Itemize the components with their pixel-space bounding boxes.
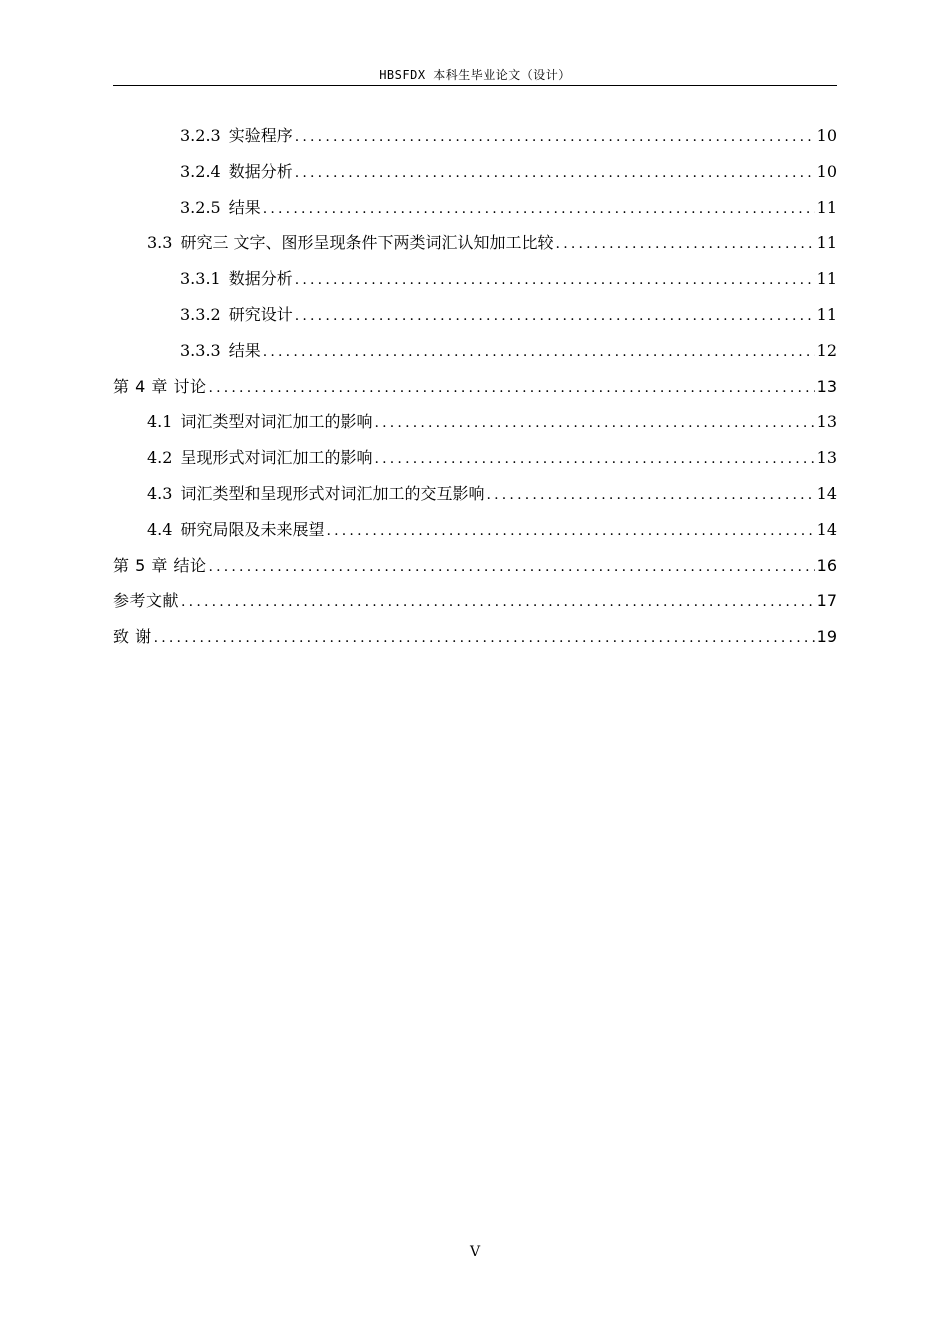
toc-entry-page: 14 [816, 519, 837, 539]
toc-dot-leader [295, 120, 815, 156]
toc-entry-page: 16 [816, 555, 837, 575]
toc-entry-title: 第 4 章 讨论 [113, 376, 207, 396]
toc-dot-leader [326, 514, 814, 550]
table-of-contents [113, 118, 837, 655]
toc-entry-page: 19 [816, 627, 837, 647]
toc-entry-title: 数据分析 [228, 269, 293, 289]
toc-entry-page: 10 [816, 161, 837, 181]
toc-entry-title: 词汇类型和呈现形式对词汇加工的交互影响 [180, 483, 485, 503]
toc-dot-leader [295, 156, 815, 192]
toc-entry[interactable] [113, 297, 837, 333]
toc-entry-page: 11 [816, 197, 837, 217]
toc-chapter-entry[interactable] [113, 583, 837, 619]
toc-entry-title: 数据分析 [228, 161, 293, 181]
toc-entry-title: 研究三 文字、图形呈现条件下两类词汇认知加工比较 [180, 233, 554, 253]
toc-dot-leader [374, 442, 814, 478]
toc-entry[interactable] [113, 190, 837, 226]
toc-entry[interactable] [113, 261, 837, 297]
toc-dot-leader [374, 406, 814, 442]
toc-entry-number: 4.3 [147, 483, 173, 503]
toc-dot-leader [295, 263, 815, 299]
toc-entry-page: 13 [816, 376, 837, 396]
toc-entry[interactable] [113, 225, 837, 261]
toc-chapter-entry[interactable] [113, 548, 837, 584]
page-number: V [469, 1244, 481, 1260]
toc-entry-number: 4.2 [147, 448, 173, 468]
toc-entry-page: 17 [816, 591, 837, 611]
toc-entry[interactable] [113, 512, 837, 548]
toc-entry-title: 研究局限及未来展望 [180, 519, 325, 539]
toc-entry-title: 结果 [228, 197, 261, 217]
header-title: HBSFDX 本科生毕业论文（设计） [379, 68, 571, 82]
toc-entry-title: 第 5 章 结论 [113, 555, 207, 575]
toc-dot-leader [208, 550, 814, 586]
toc-entry-title: 结果 [228, 340, 261, 360]
toc-entry-title: 参考文献 [113, 591, 180, 611]
toc-entry-page: 13 [816, 412, 837, 432]
toc-entry-number: 3.3 [147, 233, 173, 253]
toc-dot-leader [181, 585, 815, 621]
toc-entry-number: 3.3.3 [180, 340, 221, 360]
toc-entry[interactable] [113, 440, 837, 476]
toc-entry[interactable] [113, 333, 837, 369]
toc-entry-number: 3.2.5 [180, 197, 221, 217]
toc-dot-leader [208, 371, 814, 407]
toc-entry-title: 致 谢 [113, 627, 152, 647]
toc-entry[interactable] [113, 118, 837, 154]
toc-chapter-entry[interactable] [113, 369, 837, 405]
toc-entry[interactable] [113, 404, 837, 440]
toc-entry-number: 3.2.4 [180, 161, 221, 181]
toc-dot-leader [263, 192, 815, 228]
toc-entry-page: 10 [816, 126, 837, 145]
toc-dot-leader [295, 299, 815, 335]
toc-entry-title: 呈现形式对词汇加工的影响 [180, 448, 373, 468]
toc-entry-number: 3.3.1 [180, 269, 221, 289]
page-header [113, 64, 837, 86]
toc-dot-leader [263, 335, 815, 371]
toc-entry-title: 词汇类型对词汇加工的影响 [180, 412, 373, 432]
toc-entry-number: 4.4 [147, 519, 173, 539]
toc-entry-title: 实验程序 [228, 126, 293, 145]
toc-entry-page: 11 [816, 269, 837, 289]
toc-entry-title: 研究设计 [228, 304, 293, 324]
toc-entry-page: 11 [816, 233, 837, 253]
toc-entry-page: 14 [816, 483, 837, 503]
toc-entry-page: 12 [816, 340, 837, 360]
toc-entry[interactable] [113, 154, 837, 190]
toc-dot-leader [556, 227, 815, 263]
toc-entry-page: 11 [816, 304, 837, 324]
toc-entry-number: 3.2.3 [180, 126, 221, 145]
toc-entry-number: 3.3.2 [180, 304, 221, 324]
toc-dot-leader [486, 478, 814, 514]
toc-chapter-entry[interactable] [113, 619, 837, 655]
toc-dot-leader [154, 621, 815, 657]
toc-entry-number: 4.1 [147, 412, 173, 432]
toc-entry[interactable] [113, 476, 837, 512]
toc-entry-page: 13 [816, 448, 837, 468]
